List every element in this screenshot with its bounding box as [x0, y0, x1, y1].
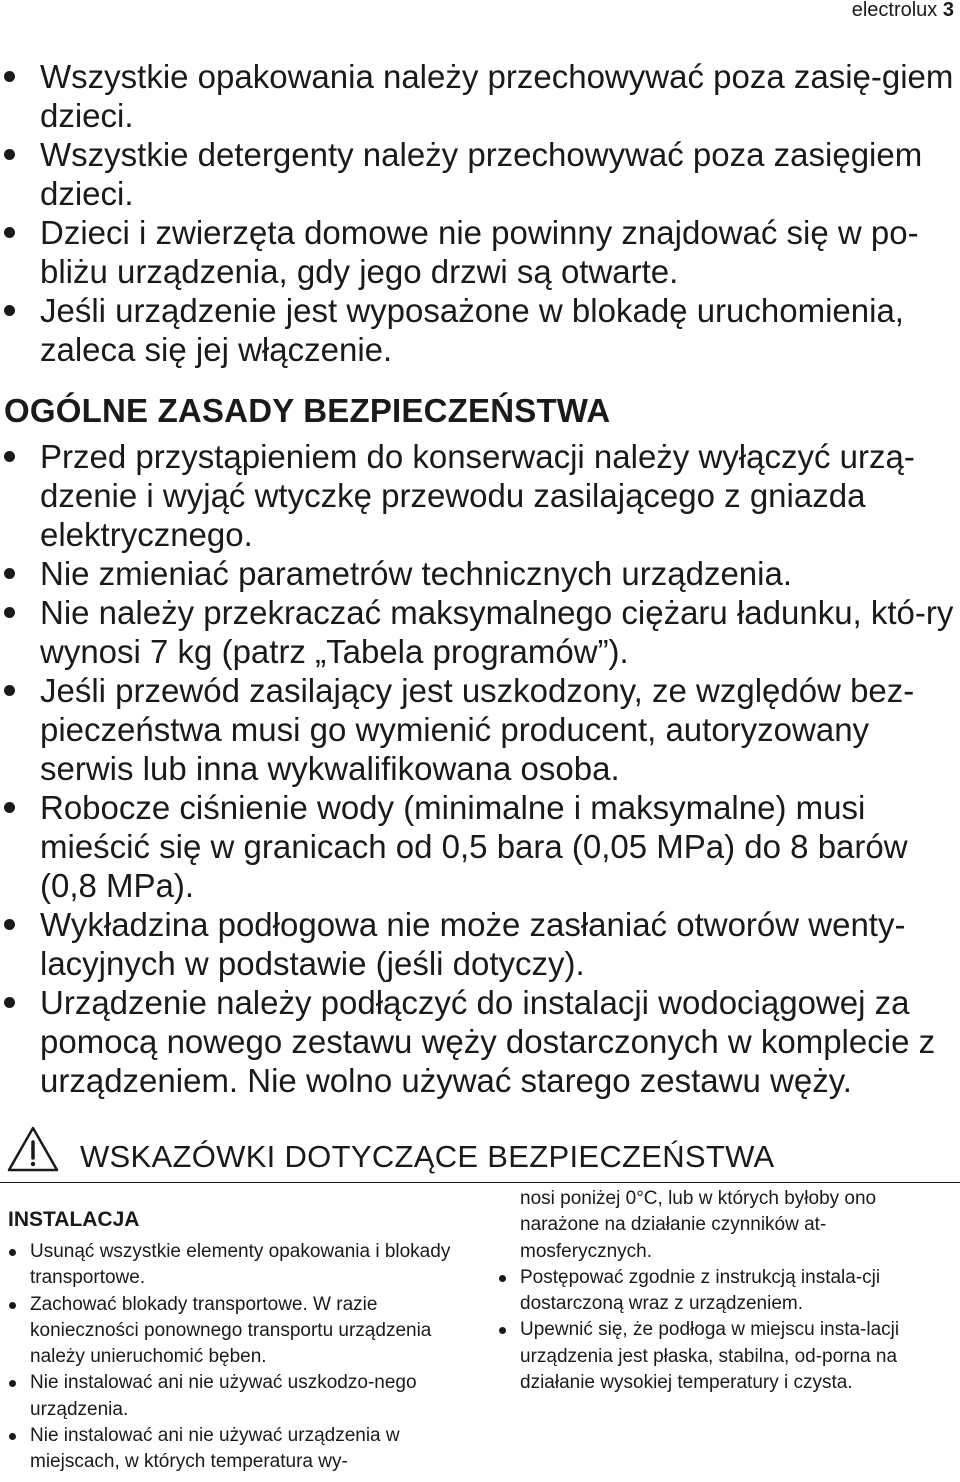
list-item: Robocze ciśnienie wody (minimalne i maksymalne) musi mieścić się w granicach od 0,5 bara (0,05 MPa) do 8 barów (0,8 MPa). — [0, 788, 960, 905]
list-item: Nie zmieniać parametrów technicznych urządzenia. — [0, 554, 960, 593]
safety-tips-section — [0, 1125, 960, 1185]
page-number: 3 — [942, 0, 954, 21]
main-content — [0, 57, 960, 1100]
list-item: Zachować blokady transportowe. W razie konieczności ponownego transportu urządzenia należy unieruchomić bęben. — [8, 1292, 468, 1371]
top-bullet-list — [0, 57, 960, 369]
divider — [0, 1182, 960, 1183]
installation-list-continued — [498, 1265, 956, 1396]
list-item: Postępować zgodnie z instrukcją instala-cji dostarczoną wraz z urządzeniem. — [498, 1265, 956, 1318]
list-item-continuation: nosi poniżej 0°C, lub w których byłoby ono narażone na działanie czynników at-mosferycznych. — [520, 1188, 877, 1262]
list-item: Nie należy przekraczać maksymalnego ciężaru ładunku, któ-ry wynosi 7 kg (patrz „Tabela programów”). — [0, 593, 960, 671]
list-item: Usunąć wszystkie elementy opakowania i blokady transportowe. — [8, 1239, 468, 1292]
list-item: Upewnić się, że podłoga w miejscu insta-lacji urządzenia jest płaska, stabilna, od-porna na działanie wysokiej temperatury i czysta. — [498, 1317, 956, 1396]
installation-list — [8, 1239, 468, 1476]
installation-column-right — [498, 1186, 956, 1396]
list-item: Nie instalować ani nie używać urządzenia w miejscach, w których temperatura wy- — [8, 1423, 468, 1476]
list-item: Wykładzina podłogowa nie może zasłaniać otworów wenty-lacyjnych w podstawie (jeśli dotyczy). — [0, 905, 960, 983]
list-item: Jeśli urządzenie jest wyposażone w blokadę uruchomienia, zaleca się jej włączenie. — [0, 291, 960, 369]
installation-column-left — [8, 1205, 468, 1476]
safety-tips-title: WSKAZÓWKI DOTYCZĄCE BEZPIECZEŃSTWA — [80, 1139, 775, 1174]
brand-name: electrolux — [851, 0, 938, 21]
list-item: Jeśli przewód zasilający jest uszkodzony, ze względów bez-pieczeństwa musi go wymienić producent, autoryzowany serwis lub inna wykwalifikowana osoba. — [0, 671, 960, 788]
list-item: Dzieci i zwierzęta domowe nie powinny znajdować się w po-bliżu urządzenia, gdy jego drzwi są otwarte. — [0, 213, 960, 291]
installation-heading: INSTALACJA — [8, 1208, 140, 1231]
general-safety-heading: OGÓLNE ZASADY BEZPIECZEŃSTWA — [4, 392, 611, 429]
list-item: Przed przystąpieniem do konserwacji należy wyłączyć urzą-dzenie i wyjąć wtyczkę przewodu zasilającego z gniazda elektrycznego. — [0, 437, 960, 554]
list-item: Nie instalować ani nie używać uszkodzo-nego urządzenia. — [8, 1370, 468, 1423]
page-header — [852, 0, 954, 22]
list-item: Wszystkie detergenty należy przechowywać poza zasięgiem dzieci. — [0, 135, 960, 213]
warning-triangle-icon — [6, 1125, 60, 1173]
list-item: Wszystkie opakowania należy przechowywać poza zasię-giem dzieci. — [0, 57, 960, 135]
general-safety-list — [0, 437, 960, 1100]
list-item: Urządzenie należy podłączyć do instalacji wodociągowej za pomocą nowego zestawu węży dostarczonych w komplecie z urządzeniem. Nie wolno używać starego zestawu węży. — [0, 983, 960, 1100]
